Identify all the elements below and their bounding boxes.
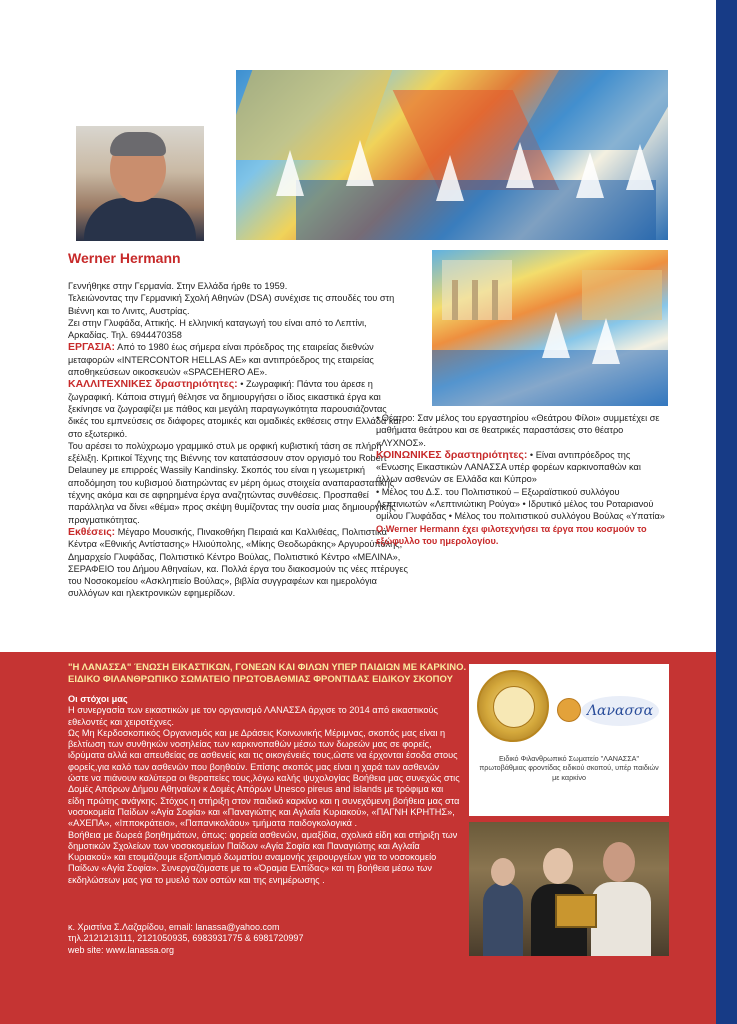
lanassa-title-line1: "Η ΛΑΝΑΣΣΑ" ΈΝΩΣΗ ΕΙΚΑΣΤΙΚΩΝ, ΓΟΝΕΩΝ ΚΑΙ ΦΙΛΩΝ ΥΠΕΡ ΠΑΙΔΙΩΝ ΜΕ ΚΑΡΚΙΝΟ. bbox=[68, 662, 467, 673]
goals-paragraph: Η συνεργασία των εικαστικών με τον οργανισμό ΛΑΝΑΣΣΑ άρχισε το 2014 από εικαστικούς εθελοντές και χειροτέχνες. bbox=[68, 705, 438, 727]
work-paragraph bbox=[68, 341, 408, 378]
social-label: ΚΟΙΝΩΝΙΚΕΣ δραστηριότητες: bbox=[376, 448, 528, 461]
painting-temple-sailboats bbox=[432, 250, 668, 406]
side-blue-bar bbox=[716, 0, 737, 1024]
lanassa-goals bbox=[68, 694, 460, 886]
bio-line: Τελειώνοντας την Γερμανική Σχολή Αθηνών (DSA) συνέχισε τις σπουδές του στη Βιέννη και το Λινιτς, Αυστρίας. bbox=[68, 293, 395, 316]
lanassa-contact bbox=[68, 922, 460, 956]
goals-paragraph: Βοήθεια με δωρεά βοηθημάτων, όπως: φορεία ασθενών, αμαξίδια, σχολικά είδη και στήριξη των δημοτικών Σχολείων των νοσοκομείων Παίδων «Αγία Σοφία και Παναγιώτης και Αγλαΐα Κυριακού» και ετοιμάζουμε εξοπλισμό δωματίου αναμονής χειρουργείων για το νοσοκομείο Παίδων «Αγία Σοφία». Συνεργαζόμαστε με το «Όραμα Ελπίδας» και τη βοήθεια μέσω των εκδηλώσεων μας για το μυελό των οστών και της ενημέρωσης . bbox=[68, 829, 458, 885]
logo-caption: Ειδικό Φιλανθρωπικό Σωματείο "ΛΑΝΑΣΣΑ" πρωτοβάθμιας φροντίδας ειδικού σκοπού, υπέρ παιδιών με καρκίνο bbox=[479, 754, 659, 782]
lanassa-script-logo: Λανασσα bbox=[581, 696, 659, 726]
lanassa-medal-logo bbox=[477, 670, 549, 742]
artist-biography bbox=[68, 280, 408, 600]
lanassa-title bbox=[68, 662, 468, 686]
exhibitions-paragraph bbox=[68, 526, 408, 600]
style-paragraph: Του αρέσει το πολύχρωμο γραμμικό στυλ με ορφική κυβιστική τάση σε πλήρη εξέλιξη. Κριτικοί Τέχνης της Βιέννης τον κατατάσσουν στον οργισμό του Robert Delauney με επιρροές Wassily Kandinsky. Σκοπός του είναι η γεωμετρική αποδόμηση του κυβισμού διατηρώντας εν μέρη όμως στοιχεία αναπαραστατικής τέχνης ακόμα και σε αφηρημένα έργα αναζητώντας συνθέσεις. Προσπαθεί παράλληλα να δίνει «θέμα» προς σκέψη θυμίζοντας την ουσία μιας δημιουργικής πραγματικότητας. bbox=[68, 440, 396, 525]
photo-person-left bbox=[483, 882, 523, 956]
art-paragraph bbox=[68, 378, 408, 439]
artist-portrait bbox=[76, 126, 204, 241]
goals-paragraph: Ως Μη Κερδοσκοπικός Οργανισμός και με Δράσεις Κοινωνικής Μέριμνας, σκοπός μας είναι η βελτίωση των συνθηκών νοσηλείας των καρκινοπαθών μέσω των δωρεών μας σε φορείς, ιδρύματα αλλά και απευθείας σε ασθενείς και τις οικογένειές τους,ώστε να έρχονται έσοδα στους φορείς,για καλό των ασθενών που βοηθούν. Επίσης σκοπός μας είναι η χαρά των ασθενών ώστε να πιάνουν καλύτερα οι θεραπείες τους,λόγω καλής ψυχολογίας Βοήθεια μας συνεχώς στις Δομές Απόρων Δήμου Αθηναίων κ Δομές Απόρων Unesco pireus and islands με τρόφιμα και είδη πρώτης ανάγκης. Στόχος η στήριξη στον παιδικό καρκίνο και η συνεχόμενη βοήθεια μας στα νοσοκομεία Παίδων «Αγία Σοφία» και «Παναγιώτης και Αγλαΐα Κυριακού», «ΠΑΓΝΗ ΚΡΗΤΗΣ», «ΑΧΕΠΑ», «Ιπποκράτειο», «Παπανικολάου» τμήματα παιδογκολογικά . bbox=[68, 727, 460, 829]
painting-sea bbox=[432, 350, 668, 406]
social-paragraph bbox=[376, 449, 666, 486]
lanassa-title-line2: ΕΙΔΙΚΟ ΦΙΛΑΝΘΡΩΠΙΚΟ ΣΩΜΑΤΕΙΟ ΠΡΩΤΟΒΑΘΜΙΑΣ ΦΡΟΝΤΙΔΑΣ ΕΙΔΙΚΟΥ ΣΚΟΠΟΥ bbox=[68, 674, 453, 685]
painting-sail bbox=[276, 150, 304, 196]
right-column-text bbox=[376, 412, 666, 547]
contact-website[interactable]: web site: www.lanassa.org bbox=[68, 944, 175, 955]
painting-sail bbox=[592, 318, 620, 364]
painting-sail bbox=[576, 152, 604, 198]
painting-sail bbox=[506, 142, 534, 188]
goals-heading: Οι στόχοι μας bbox=[68, 694, 128, 704]
lanassa-logo-box bbox=[469, 664, 669, 816]
artist-name: Werner Hermann bbox=[68, 250, 181, 266]
lanassa-mini-badge bbox=[557, 698, 581, 722]
exhibitions-text: Μέγαρο Μουσικής, Πινακοθήκη Πειραιά και Καλλιθέας, Πολιτιστικά Κέντρα «Εθνικής Αντίστασης» Ηλιούπολης, «Μίκης Θεοδωράκης» Αργυρούπολης, Δημαρχείο Γλυφάδας, Πολιτιστικό Κέντρο Βούλας, Πολιτιστικό Κέντρο «ΜΕΛΙΝΑ», ΣΕΡΑΦΕΙΟ του Δήμου Αθηναίων, κα. Πολλά έργα του διακοσμούν τις νέες πτέρυγες του Νοσοκομείου «Ασκληπιείο Βούλας», βιβλία συγγραφέων και ημερολόγια συλλόγων και ηλεκτρονικών εφημερίδων. bbox=[68, 526, 408, 599]
painting-sailboats-wide bbox=[236, 70, 668, 240]
painting-sail bbox=[436, 155, 464, 201]
social-text: • Είναι αντιπρόεδρος της «Ενωσης Εικαστικών ΛΑΝΑΣΣΑ υπέρ φορέων καρκινοπαθών και άλλων ασθενών σε Ελλάδα και Κύπρο» bbox=[376, 449, 641, 485]
award-plaque bbox=[555, 894, 597, 928]
bio-line: Γεννήθηκε στην Γερμανία. Στην Ελλάδα ήρθε το 1959. bbox=[68, 281, 288, 291]
theatre-paragraph: • Θέατρο: Σαν μέλος του εργαστηρίου «Θεάτρου Φίλοι» συμμετέχει σε μαθήματα θεάτρου και σε θεατρικές παραστάσεις στο θέατρο «ΛΥΧΝΟΣ». bbox=[376, 413, 660, 448]
painting-sail bbox=[542, 312, 570, 358]
painting-column bbox=[452, 280, 458, 320]
work-label: ΕΡΓΑΣΙΑ: bbox=[68, 341, 116, 354]
exhibitions-label: Εκθέσεις: bbox=[68, 525, 116, 538]
photo-person-right bbox=[591, 882, 651, 956]
contact-phones: τηλ.2121213111, 2121050935, 6983931775 & 6981720997 bbox=[68, 933, 304, 944]
photo-head-left bbox=[491, 858, 515, 886]
contact-name-email[interactable]: κ. Χριστίνα Σ.Λαζαρίδου, email: lanassa@yahoo.com bbox=[68, 922, 280, 932]
painting-column bbox=[492, 280, 498, 320]
social-paragraph-2: • Μέλος του Δ.Σ. του Πολιτιστικού – Εξωραϊστικού συλλόγου Λεπτινιωτών «Λεπτινιώτικη Ρούγα» • Ιδρυτικό μέλος του Ροταριανού ομίλου Γλυφάδας • Μέλος του πολιτιστικού συλλόγου Βούλας «Υπατία» bbox=[376, 486, 665, 522]
painting-sail bbox=[346, 140, 374, 186]
portrait-suit bbox=[84, 198, 196, 241]
painting-temple-right bbox=[582, 270, 662, 320]
painting-sail bbox=[626, 144, 654, 190]
photo-head-center bbox=[543, 848, 573, 884]
photo-head-right bbox=[603, 842, 635, 882]
medal-figure bbox=[493, 686, 535, 728]
work-text: Από το 1980 έως σήμερα είναι πρόεδρος της εταιρείας διεθνών μεταφορών «INTERCONTOR HELLAS AE» και αντιπρόεδρος της εταιρείας αποθηκεύσεων οικοσκευών «SPACEHERO AE». bbox=[68, 342, 374, 378]
award-photo bbox=[469, 822, 669, 956]
portrait-hair bbox=[110, 132, 166, 156]
bio-line: Ζει στην Γλυφάδα, Αττικής. Η ελληνική καταγωγή του είναι από το Λεπτίνι, Αρκαδίας. Τηλ. 6944470358 bbox=[68, 317, 367, 341]
painting-shard bbox=[513, 70, 668, 150]
art-label: ΚΑΛΛΙΤΕΧΝΙΚΕΣ δραστηριότητες: bbox=[68, 378, 238, 391]
painting-column bbox=[472, 280, 478, 320]
closing-note: O Werner Hermann έχει φιλοτεχνήσει τα έργα που κοσμούν το εξώφυλλο του ημερολογίου. bbox=[376, 523, 647, 546]
art-text: • Ζωγραφική: Πάντα του άρεσε η ζωγραφική. Κάποια στιγμή θέλησε να δημιουργήσει ο ίδιος εικαστικά έργα και ξεκίνησε να ζωγραφίζει με πάθος και μεγάλη παραγωγικότητα παρουσιάζοντας δικές του εμπνεύσεις σε διάφορες ατομικές και ομαδικές εκθέσεις στην Ελλάδα και στο εξωτερικό. bbox=[68, 379, 401, 439]
